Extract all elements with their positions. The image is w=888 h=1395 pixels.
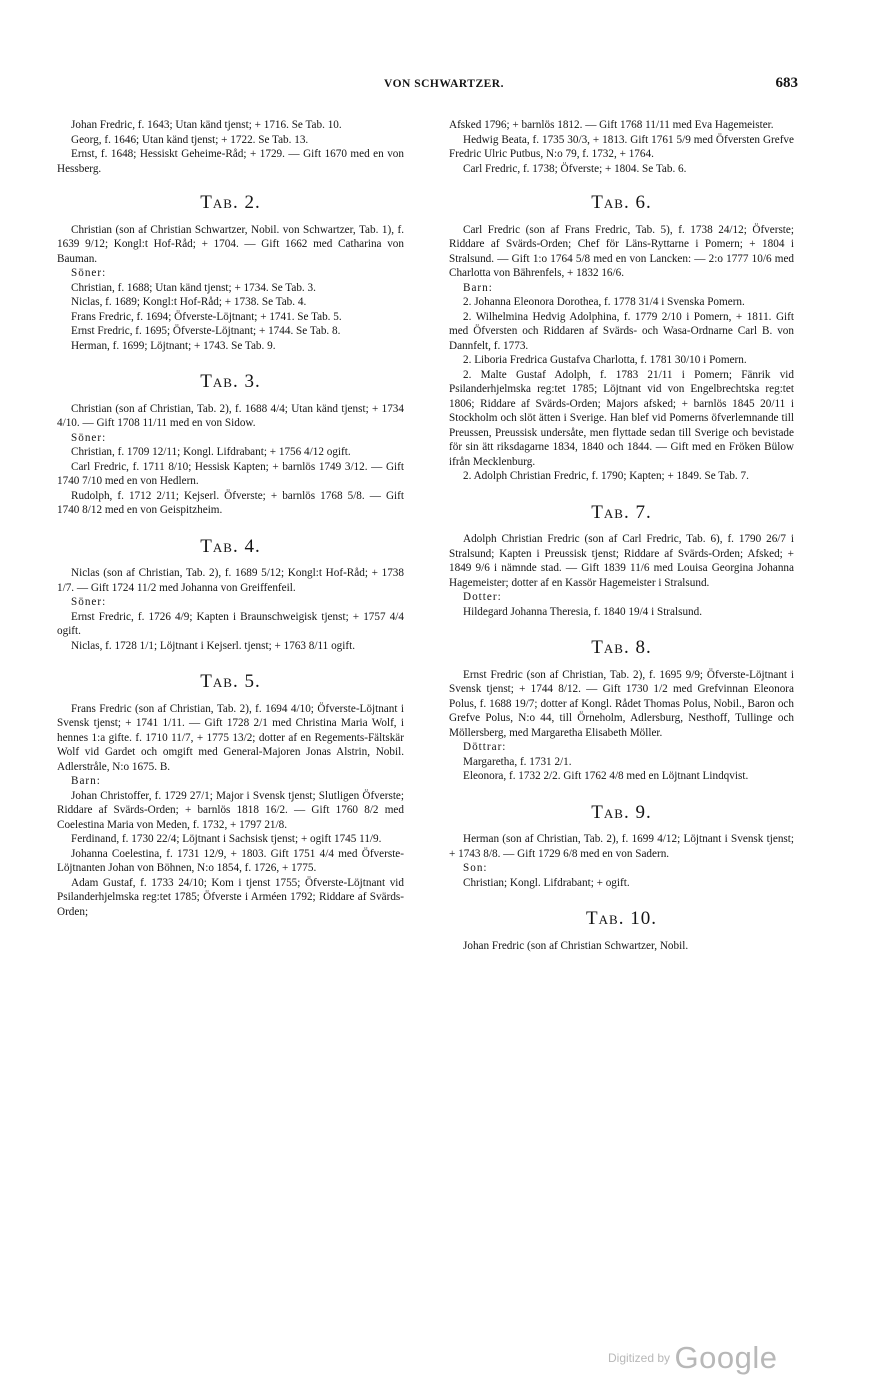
children-label: Barn:: [71, 775, 101, 787]
entry-paragraph: Carl Fredric (son af Frans Fredric, Tab. 5), f. 1738 24/12; Öfverste; Riddare af Svärds-Orden; Chef för Läns-Ryttarne i Pomern; + 1804 i Stralsund. — Gift 1:o 1764 5/8 med en von Lancken: — 2:o 1777 10/6 med Charlotta von Bährenfels, + 1832 16/6.: [449, 223, 794, 279]
children-label: Son:: [463, 862, 488, 874]
entry-paragraph: Johan Fredric, f. 1643; Utan känd tjenst; + 1716. Se Tab. 10.: [71, 119, 342, 131]
section-heading: Tab. 3.: [200, 371, 261, 392]
entry-paragraph: Ernst Fredric, f. 1726 4/9; Kapten i Braunschweigisk tjenst; + 1757 4/4 ogift.: [57, 610, 404, 637]
entry-paragraph: Ernst, f. 1648; Hessiskt Geheime-Råd; + 1729. — Gift 1670 med en von Hessberg.: [57, 148, 404, 175]
entry-paragraph: Afsked 1796; + barnlös 1812. — Gift 1768 11/11 med Eva Hagemeister.: [449, 119, 774, 131]
section-heading: Tab. 5.: [200, 671, 261, 692]
section-heading: Tab. 10.: [586, 908, 657, 929]
entry-paragraph: Carl Fredric, f. 1711 8/10; Hessisk Kapten; + barnlös 1749 3/12. — Gift 1740 7/10 med en von Hedlern.: [57, 460, 404, 487]
watermark-prefix: Digitized by: [608, 1351, 671, 1365]
running-title: VON SCHWARTZER.: [384, 78, 504, 90]
entry-paragraph: Frans Fredric (son af Christian, Tab. 2), f. 1694 4/10; Öfverste-Löjtnant i Svensk tjenst; + 1741 1/11. — Gift 1728 2/1 med Christina Maria Wolf, i hennes 1:a gifte. f. 1710 11/7, + 1775 13/2; dotter af en Regements-Fältskär Wolf vid Gardet och omgift med General-Majoren Jonas Alstrin, Nobil. Adlerstråle, N:o 1675. B.: [57, 702, 404, 773]
section-heading: Tab. 8.: [591, 637, 652, 658]
children-label: Döttrar:: [463, 741, 507, 753]
entry-paragraph: Rudolph, f. 1712 2/11; Kejserl. Öfverste; + barnlös 1768 5/8. — Gift 1740 8/12 med en von Geispitzheim.: [57, 489, 404, 516]
entry-paragraph: Niclas, f. 1689; Kongl:t Hof-Råd; + 1738. Se Tab. 4.: [71, 296, 307, 308]
entry-paragraph: Carl Fredric, f. 1738; Öfverste; + 1804. Se Tab. 6.: [463, 162, 687, 175]
entry-paragraph: Johan Fredric (son af Christian Schwartzer, Nobil.: [463, 939, 689, 952]
entry-paragraph: Adam Gustaf, f. 1733 24/10; Kom i tjenst 1755; Öfverste-Löjtnant vid Psilanderhjelmska reg:tet 1785; Öfverste i Arméen 1792; Riddare af Svärds-Orden;: [57, 876, 404, 918]
section-heading: Tab. 9.: [591, 801, 652, 823]
children-label: Söner:: [71, 596, 107, 608]
entry-paragraph: 2. Liboria Fredrica Gustafva Charlotta, f. 1781 30/10 i Pomern.: [463, 354, 747, 366]
entry-paragraph: Johan Christoffer, f. 1729 27/1; Major i Svensk tjenst; Slutligen Öfverste; Riddare af Svärds-Orden; + barnlös 1818 16/2. — Gift 1760 8/2 med Coelestina Maria von Meden, f. 1732, + 1797 21/8.: [57, 789, 404, 831]
entry-paragraph: Herman, f. 1699; Löjtnant; + 1743. Se Tab. 9.: [71, 339, 276, 352]
entry-paragraph: Adolph Christian Fredric (son af Carl Fredric, Tab. 6), f. 1790 26/7 i Stralsund; Kapten i Preussisk tjenst; Riddare af Svärds-Orden; Afsked; + 1849 9/6 i nämnde stad. — Gift 1839 11/6 med Louisa Georgina Johanna Hagemeister; dotter af en Kassör Hagemeister i Stralsund.: [449, 533, 794, 589]
entry-paragraph: Ernst Fredric (son af Christian, Tab. 2), f. 1695 9/9; Öfverste-Löjtnant i Svensk tjenst; + 1744 8/12. — Gift 1730 1/2 med Grefvinnan Eleonora Polus, f. 1688 19/7; dotter af Kongl. Rådet Thomas Polus, Nobil., Baron och Grefve Polus, N:o 44, till Örneholm, Adlersburg, Nesthoff, Tullinge och Möllersberg, med Margaretha Elisabeth Möller.: [449, 668, 794, 739]
entry-paragraph: Hedwig Beata, f. 1735 30/3, + 1813. Gift 1761 5/9 med Öfversten Grefve Fredric Ulric Putbus, N:o 79, f. 1732, + 1764.: [449, 133, 794, 160]
entry-paragraph: Christian (son af Christian, Tab. 2), f. 1688 4/4; Utan känd tjenst; + 1734 4/10. — Gift 1708 11/11 med en von Sidow.: [57, 402, 404, 429]
entry-paragraph: Christian (son af Christian Schwartzer, Nobil. von Schwartzer, Tab. 1), f. 1639 9/12; Kongl:t Hof-Råd; + 1704. — Gift 1662 med Catharina von Bauman.: [57, 223, 404, 265]
entry-paragraph: Niclas, f. 1728 1/1; Löjtnant i Kejserl. tjenst; + 1763 8/11 ogift.: [71, 639, 355, 652]
page-number: 683: [775, 75, 798, 91]
entry-paragraph: Hildegard Johanna Theresia, f. 1840 19/4 i Stralsund.: [463, 605, 703, 618]
entry-paragraph: Christian, f. 1709 12/11; Kongl. Lifdrabant; + 1756 4/12 ogift.: [71, 446, 351, 458]
left-column: [57, 118, 404, 919]
section-heading: Tab. 2.: [200, 192, 261, 213]
entry-paragraph: Ferdinand, f. 1730 22/4; Löjtnant i Sachsisk tjenst; + ogift 1745 11/9.: [71, 833, 382, 845]
section-heading: Tab. 7.: [591, 501, 652, 523]
entry-paragraph: Frans Fredric, f. 1694; Öfverste-Löjtnant; + 1741. Se Tab. 5.: [71, 310, 342, 323]
entry-paragraph: Johanna Coelestina, f. 1731 12/9, + 1803. Gift 1751 4/4 med Öfverste-Löjtnanten Johan von Böhnen, N:o 1854, f. 1726, + 1775.: [57, 847, 404, 874]
section-heading: Tab. 4.: [200, 535, 261, 557]
right-column: [449, 118, 794, 953]
google-logo: Google: [674, 1340, 778, 1375]
entry-paragraph: Georg, f. 1646; Utan känd tjenst; + 1722. Se Tab. 13.: [71, 133, 309, 146]
entry-paragraph: 2. Wilhelmina Hedvig Adolphina, f. 1779 2/10 i Pomern, + 1811. Gift med Öfversten och Riddaren af Svärds- och Wasa-Ordnarne Carl B. von Dannfelt, f. 1773.: [449, 310, 794, 352]
google-watermark: [608, 1340, 777, 1376]
section-heading: Tab. 6.: [591, 192, 652, 213]
entry-paragraph: Eleonora, f. 1732 2/2. Gift 1762 4/8 med en Löjtnant Lindqvist.: [463, 770, 749, 782]
entry-paragraph: Christian, f. 1688; Utan känd tjenst; + 1734. Se Tab. 3.: [71, 281, 316, 294]
entry-paragraph: Herman (son af Christian, Tab. 2), f. 1699 4/12; Löjtnant i Svensk tjenst; + 1743 8/8. — Gift 1729 6/8 med en von Sadern.: [449, 833, 794, 860]
entry-paragraph: 2. Malte Gustaf Adolph, f. 1783 21/11 i Pomern; Fänrik vid Psilanderhjelmska reg:tet 1785; Löjtnant vid von Engelbrechtska reg:tet 1806; Riddare af Svärds-Orden; Majors afsked; + barnlös 1845 20/11 i Stockholm och slöt ätten i Sverige. Han blef vid Pomerns öfverlemnande till Preussen, Preussisk undersåte, men flyttade sedan till Sverige och bevistade för sin ätt riksdagarne 1834, 1840 och 1844. — Gift med en Fröken Bülow ifrån Mecklenburg.: [449, 368, 794, 468]
entry-paragraph: Ernst Fredric, f. 1695; Öfverste-Löjtnant; + 1744. Se Tab. 8.: [71, 325, 341, 337]
entry-paragraph: Christian; Kongl. Lifdrabant; + ogift.: [463, 876, 630, 889]
children-label: Söner:: [71, 267, 107, 279]
entry-paragraph: Niclas (son af Christian, Tab. 2), f. 1689 5/12; Kongl:t Hof-Råd; + 1738 1/7. — Gift 1724 11/2 med Johanna von Greiffenfeil.: [57, 567, 404, 594]
children-label: Barn:: [463, 281, 493, 294]
children-label: Dotter:: [463, 591, 502, 603]
entry-paragraph: Margaretha, f. 1731 2/1.: [463, 755, 572, 768]
entry-paragraph: 2. Adolph Christian Fredric, f. 1790; Kapten; + 1849. Se Tab. 7.: [463, 470, 749, 482]
children-label: Söner:: [71, 431, 107, 444]
page-header: [0, 75, 888, 102]
entry-paragraph: 2. Johanna Eleonora Dorothea, f. 1778 31/4 i Svenska Pomern.: [463, 296, 745, 308]
